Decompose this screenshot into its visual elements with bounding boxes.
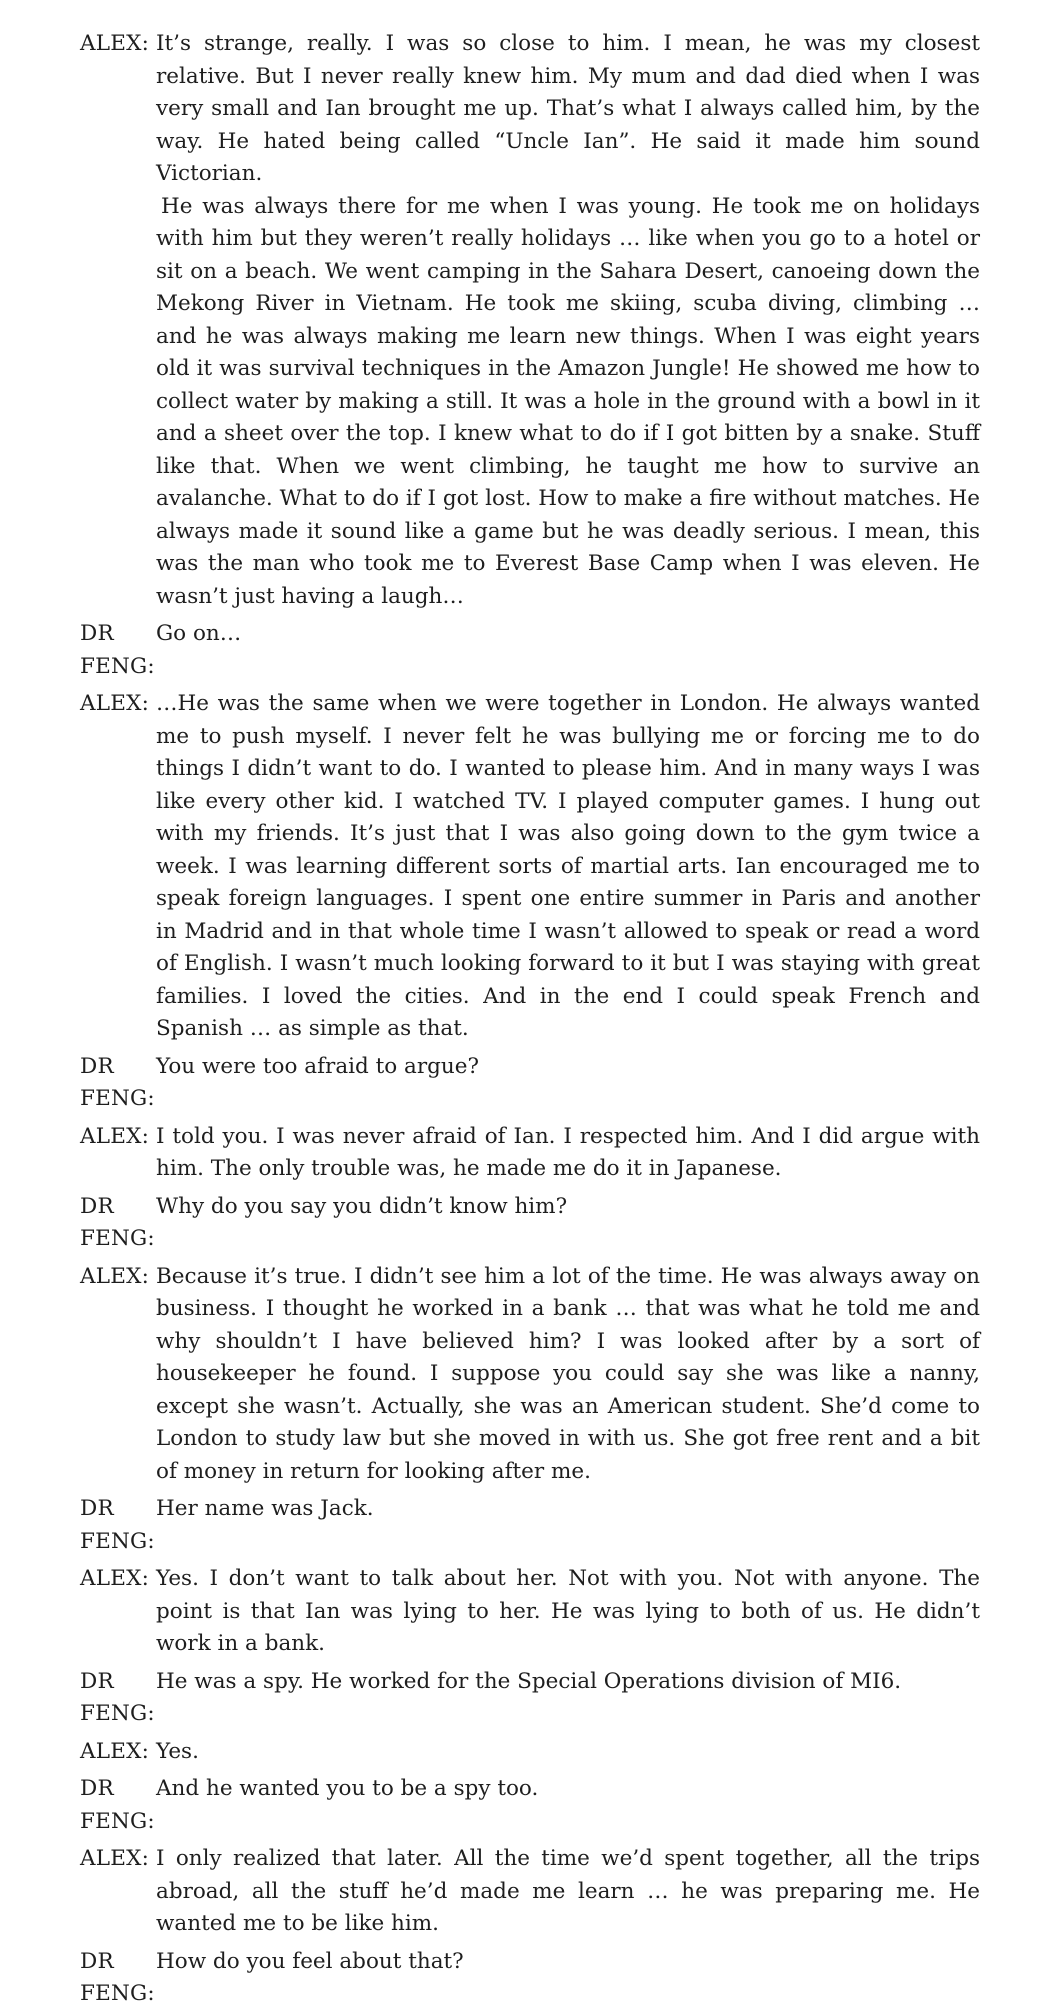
- speaker-label: DR FENG:: [80, 1193, 155, 1251]
- speech-paragraph: How do you feel about that?: [156, 1948, 464, 1974]
- speech-text: [156, 1773, 980, 1838]
- speaker-label: DR FENG:: [80, 1948, 155, 2006]
- speech-paragraph: Go on…: [156, 621, 242, 646]
- speaker-label: DR FENG:: [80, 1053, 155, 1111]
- speech-text: [156, 1493, 980, 1558]
- speech-paragraph: And he wanted you to be a spy too.: [156, 1776, 539, 1801]
- speaker-label: DR FENG:: [80, 1776, 155, 1834]
- speech-paragraph: I told you. I was never afraid of Ian. I respected him. And I did argue with him. The only trouble was, he made me do it in Japanese.: [156, 1123, 980, 1181]
- speech-paragraph: Yes. I don’t want to talk about her. Not with you. Not with anyone. The point is that Ian was lying to her. He was lying to both of us. He didn’t work in a bank.: [156, 1566, 980, 1656]
- speech-paragraph: …He was the same when we were together in London. He always wanted me to push myself. I never felt he was bullying me or forcing me to do things I didn’t want to do. I wanted to please him. And in many ways I was like every other kid. I watched TV. I played computer games. I hung out with my friends. It’s just that I was also going down to the gym twice a week. I was learning different sorts of martial arts. Ian encouraged me to speak foreign languages. I spent one entire summer in Paris and another in Madrid and in that whole time I wasn’t allowed to speak or read a word of English. I wasn’t much looking forward to it but I was staying with great families. I loved the cities. And in the end I could speak French and Spanish … as simple as that.: [156, 691, 980, 1041]
- dialogue-entry: [80, 1191, 980, 1256]
- speech-text: [156, 688, 980, 1046]
- speech-paragraph: Yes.: [156, 1738, 199, 1764]
- dialogue-entry: [80, 1666, 980, 1731]
- dialogue-entry: [80, 1121, 980, 1186]
- dialogue-entry: [80, 1773, 980, 1838]
- interview-transcript: [80, 28, 980, 2016]
- speech-text: [156, 1261, 980, 1489]
- dialogue-entry: [80, 688, 980, 1046]
- speech-text: [156, 1843, 980, 1941]
- speaker-label: ALEX:: [80, 1263, 150, 1289]
- speech-paragraph: I only realized that later. All the time we’d spent together, all the trips abroad, all the stuff he’d made me learn … he was preparing me. He wanted me to be like him.: [156, 1846, 980, 1936]
- speech-text: [156, 1946, 980, 2011]
- speaker-label: ALEX:: [80, 691, 150, 716]
- speaker-label: ALEX:: [80, 1846, 150, 1871]
- dialogue-entry: [80, 1736, 980, 1769]
- speaker-label: DR FENG:: [80, 621, 155, 679]
- dialogue-entry: [80, 1946, 980, 2011]
- dialogue-entry: [80, 1493, 980, 1558]
- speaker-label: DR FENG:: [80, 1668, 155, 1726]
- speech-text: [156, 1736, 980, 1769]
- speech-text: [156, 1563, 980, 1661]
- speaker-label: DR FENG:: [80, 1496, 155, 1554]
- speech-text: [156, 1191, 980, 1256]
- speech-paragraph: He was a spy. He worked for the Special Operations division of MI6.: [156, 1668, 902, 1694]
- speech-paragraph: It’s strange, really. I was so close to him. I mean, he was my closest relative. But I never really knew him. My mum and dad died when I was very small and Ian brought me up. That’s what I always called him, by the way. He hated being called “Uncle Ian”. He said it made him sound Victorian.: [156, 31, 980, 186]
- speaker-label: ALEX:: [80, 1738, 150, 1764]
- dialogue-entry: [80, 28, 980, 613]
- speech-text: [156, 618, 980, 683]
- dialogue-entry: [80, 1843, 980, 1941]
- speech-paragraph: You were too afraid to argue?: [156, 1053, 479, 1079]
- speech-paragraph: Her name was Jack.: [156, 1496, 374, 1521]
- dialogue-entry: [80, 1261, 980, 1489]
- speech-text: [156, 1666, 980, 1731]
- dialogue-entry: [80, 1563, 980, 1661]
- dialogue-entry: [80, 1051, 980, 1116]
- speaker-label: ALEX:: [80, 1123, 150, 1149]
- speaker-label: ALEX:: [80, 1566, 150, 1591]
- speech-paragraph: He was always there for me when I was young. He took me on holidays with him but they weren’t really holidays … like when you go to a hotel or sit on a beach. We went camping in the Sahara Desert, canoeing down the Mekong River in Vietnam. He took me skiing, scuba diving, climbing … and he was always making me learn new things. When I was eight years old it was survival techniques in the Amazon Jungle! He showed me how to collect water by making a still. It was a hole in the ground with a bowl in it and a sheet over the top. I knew what to do if I got bitten by a snake. Stuff like that. When we went climbing, he taught me how to survive an avalanche. What to do if I got lost. How to make a fire without matches. He always made it sound like a game but he was deadly serious. I mean, this was the man who took me to Everest Base Camp when I was eleven. He wasn’t just having a laugh…: [156, 193, 980, 609]
- speech-text: [156, 1121, 980, 1186]
- dialogue-entry: [80, 618, 980, 683]
- speech-text: [156, 1051, 980, 1116]
- speech-text: [156, 28, 980, 613]
- speech-paragraph: Because it’s true. I didn’t see him a lot of the time. He was always away on business. I thought he worked in a bank … that was what he told me and why shouldn’t I have believed him? I was looked after by a sort of housekeeper he found. I suppose you could say she was like a nanny, except she wasn’t. Actually, she was an American student. She’d come to London to study law but she moved in with us. She got free rent and a bit of money in return for looking after me.: [156, 1263, 980, 1484]
- speech-paragraph: Why do you say you didn’t know him?: [156, 1193, 568, 1219]
- speaker-label: ALEX:: [80, 31, 150, 56]
